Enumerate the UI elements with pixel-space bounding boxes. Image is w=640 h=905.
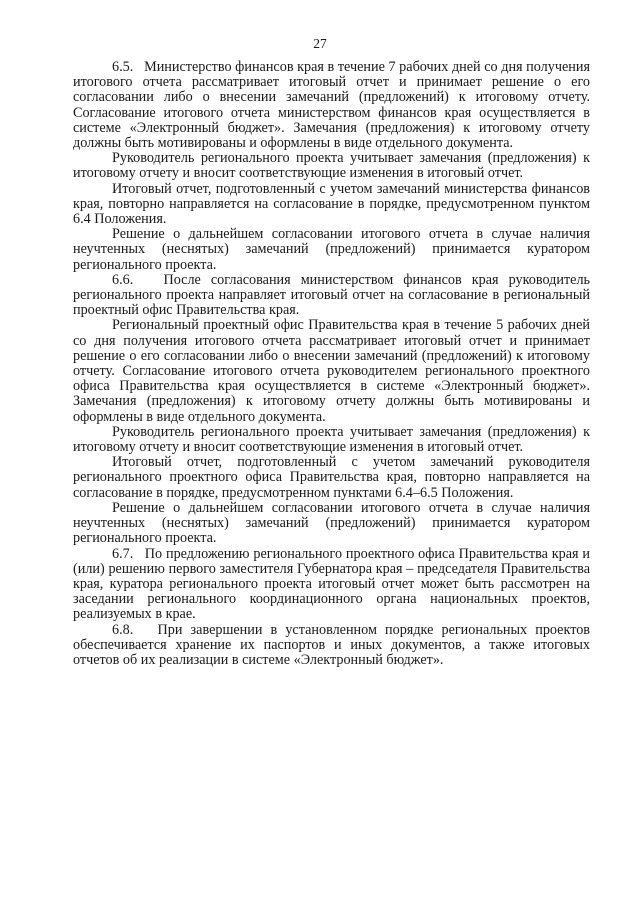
paragraph-6-6: 6.6. После согласования министерством финансов края руководитель регионального проекта направляет итоговый отчет на согласование в региональный проектный офис Правительства края. [73, 271, 590, 319]
paragraph-6-5-curator-decision: Решение о дальнейшем согласовании итогового отчета в случае наличия неучтенных (неснятых) замечаний (предложений) принимается куратором регионального проекта. [73, 226, 590, 273]
paragraph-6-6-resubmission: Итоговый отчет, подготовленный с учетом замечаний руководителя регионального проектного офиса Правительства края, повторно направляется на согласование в порядке, предусмотренном пунктами 6.4–6.5 Положения. [73, 454, 590, 501]
paragraph-6-8: 6.8. При завершении в установленном порядке региональных проектов обеспечивается хранение их паспортов и иных документов, а также итоговых отчетов об их реализации в системе «Электронный бюджет». [73, 621, 590, 668]
paragraph-6-5-revisions: Руководитель регионального проекта учитывает замечания (предложения) к итоговому отчету и вносит соответствующие изменения в итоговый отчет. [73, 150, 590, 182]
paragraph-6-5-resubmission: Итоговый отчет, подготовленный с учетом замечаний министерства финансов края, повторно направляется на согласование в порядке, предусмотренном пунктом 6.4 Положения. [73, 180, 590, 228]
document-body [73, 60, 590, 668]
paragraph-6-7: 6.7. По предложению регионального проектного офиса Правительства края и (или) решению первого заместителя Губернатора края – председателя Правительства края, куратора регионального проекта итоговый отчет может быть рассмотрен на заседании регионального координационного органа национальных проектов, реализуемых в крае. [73, 545, 590, 623]
paragraph-6-5: 6.5. Министерство финансов края в течение 7 рабочих дней со дня получения итогового отчета рассматривает итоговый отчет и принимает решение о его согласовании либо о внесении замечаний (предложений) к итоговому отчету. Согласование итогового отчета министерством финансов края осуществляется в системе «Электронный бюджет». Замечания (предложения) к итоговому отчету должны быть мотивированы и оформлены в виде отдельного документа. [73, 59, 590, 152]
paragraph-6-6-revisions: Руководитель регионального проекта учитывает замечания (предложения) к итоговому отчету и вносит соответствующие изменения в итоговый отчет. [73, 423, 590, 456]
paragraph-6-6-curator-decision: Решение о дальнейшем согласовании итогового отчета в случае наличия неучтенных (неснятых) замечаний (предложений) принимается куратором регионального проекта. [73, 499, 590, 547]
paragraph-6-6-project-office-review: Региональный проектный офис Правительства края в течение 5 рабочих дней со дня получения итогового отчета рассматривает итоговый отчет и принимает решение о его согласовании либо о внесении замечаний (предложений) к итоговому отчету. Согласование итогового отчета руководителем регионального проектного офиса Правительства края осуществляется в системе «Электронный бюджет». Замечания (предложения) к итоговому отчету должны быть мотивированы и оформлены в виде отдельного документа. [73, 317, 590, 425]
page-number: 27 [313, 36, 327, 51]
